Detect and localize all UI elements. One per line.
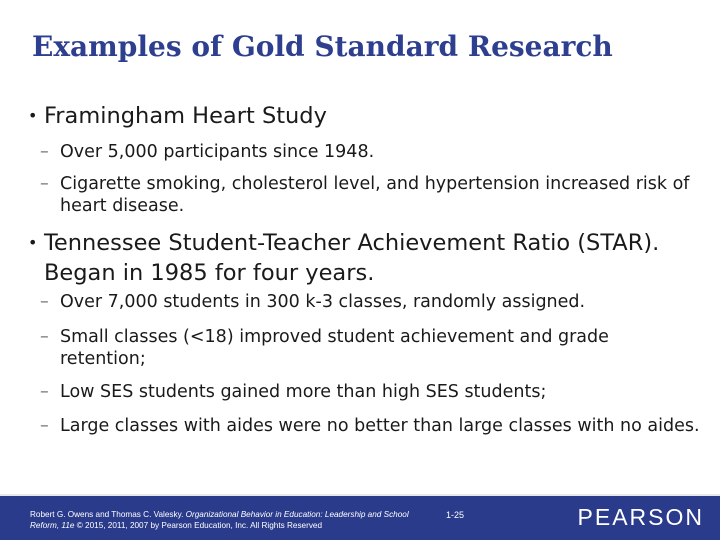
subbullet-text: Over 7,000 students in 300 k-3 classes, randomly assigned. bbox=[60, 292, 586, 312]
bullet-dot-icon: • bbox=[28, 106, 38, 125]
citation-book-title: Organizational Behavior in Education: Leadership and School Reform, 11e bbox=[30, 510, 409, 530]
bullet-dot-icon: • bbox=[28, 233, 38, 252]
slide-title: Examples of Gold Standard Research bbox=[32, 30, 613, 63]
subbullet-text: Large classes with aides were no better than large classes with no aides. bbox=[60, 416, 700, 436]
dash-icon: – bbox=[40, 142, 49, 162]
subbullet-text: Cigarette smoking, cholesterol level, and hypertension increased risk of heart disease. bbox=[60, 174, 690, 216]
dash-icon: – bbox=[40, 416, 49, 436]
footer-bar bbox=[0, 494, 720, 540]
pearson-logo: PEARSON bbox=[577, 504, 704, 530]
subbullet-low-ses bbox=[40, 381, 700, 403]
dash-icon: – bbox=[40, 292, 49, 312]
subbullet-text: Small classes (<18) improved student achievement and grade retention; bbox=[60, 327, 609, 369]
bullet-star bbox=[28, 228, 668, 288]
page-number: 1-25 bbox=[446, 510, 465, 520]
dash-icon: – bbox=[40, 382, 49, 402]
bullet-text: Framingham Heart Study bbox=[44, 103, 327, 129]
subbullet-students bbox=[40, 291, 700, 313]
bullet-text: Tennessee Student-Teacher Achievement Ratio (STAR). Began in 1985 for four years. bbox=[44, 230, 660, 286]
subbullet-large-classes bbox=[40, 415, 700, 437]
subbullet-small-classes bbox=[40, 326, 700, 370]
subbullet-text: Low SES students gained more than high SES students; bbox=[60, 382, 547, 402]
citation-authors: Robert G. Owens and Thomas C. Valesky. bbox=[30, 510, 186, 519]
subbullet-text: Over 5,000 participants since 1948. bbox=[60, 142, 375, 162]
subbullet-participants bbox=[40, 141, 700, 163]
footer-citation bbox=[30, 509, 420, 531]
citation-copyright: © 2015, 2011, 2007 by Pearson Education, Inc. All Rights Reserved bbox=[74, 521, 323, 530]
dash-icon: – bbox=[40, 174, 49, 194]
subbullet-risk-factors bbox=[40, 173, 700, 217]
bullet-framingham bbox=[28, 101, 327, 131]
dash-icon: – bbox=[40, 327, 49, 347]
